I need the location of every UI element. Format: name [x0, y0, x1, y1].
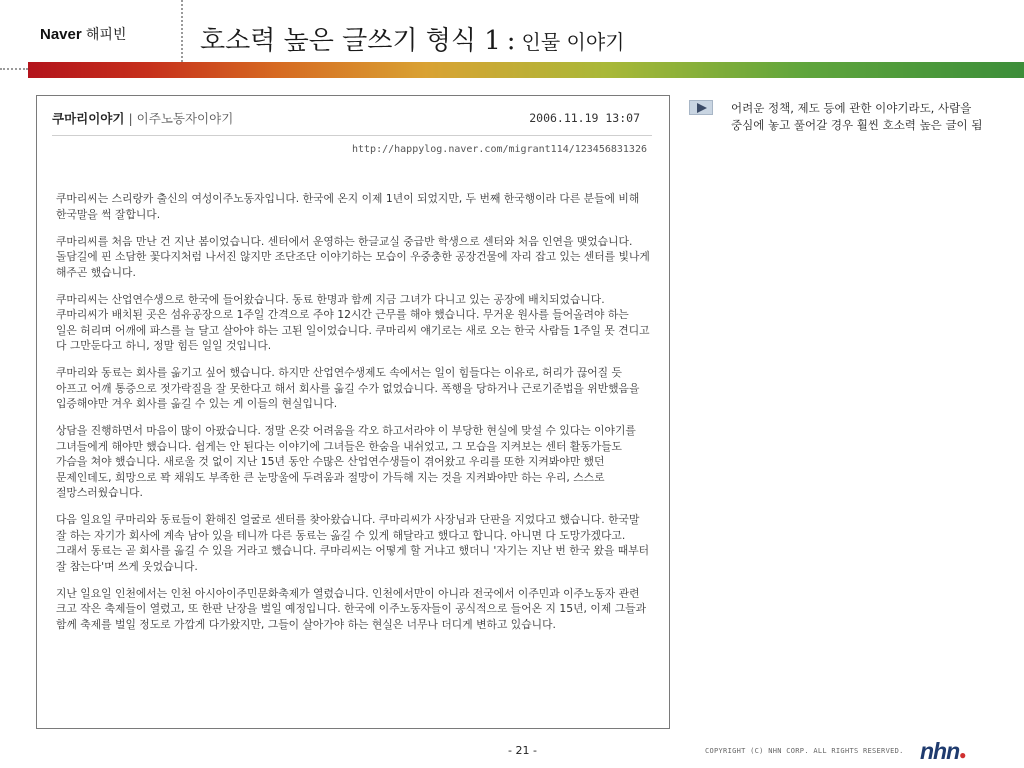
logo-dot-icon: ●: [959, 748, 966, 762]
horizontal-dotted-divider: [0, 68, 28, 70]
side-note: 어려운 정책, 제도 등에 관한 이야기라도, 사람을 중심에 놓고 풀어갈 경우 훨씬 호소력 높은 글이 됨: [731, 101, 983, 132]
brand-sub: 해피빈: [85, 27, 127, 43]
nhn-logo: [920, 738, 965, 765]
blog-post-panel: [36, 95, 670, 729]
post-paragraph: 지난 일요일 인천에서는 인천 아시아이주민문화축제가 열렸습니다. 인천에서만이 아니라 전국에서 이주민과 이주노동자 관련 크고 작은 축제들이 열렸고, 또 한판 난장을 벌일 예정입니다. 한국에 이주노동자들이 공식적으로 들어온 지 15년, 이제 그들과 함께 축제를 벌일 정도로 가깝게 다가왔지만, 그들이 살아가야 하는 현실은 너무나 더디게 변하고 있습니다.: [56, 586, 647, 631]
brand-name: Naver: [40, 26, 82, 43]
post-paragraph: 쿠마리씨는 스리랑카 출신의 여성이주노동자입니다. 한국에 온지 이제 1년이 되었지만, 두 번째 한국행이라 다른 분들에 비해 한국말을 썩 잘합니다.: [56, 192, 640, 221]
post-category: 이주노동자이야기: [136, 111, 234, 126]
vertical-dotted-divider: [181, 0, 183, 62]
play-arrow-icon: [689, 100, 713, 115]
header-separator: |: [128, 111, 133, 126]
copyright-text: COPYRIGHT (C) NHN CORP. ALL RIGHTS RESERVED.: [705, 747, 904, 755]
slide-title-separator: :: [506, 26, 516, 56]
slide-title-main: 호소력 높은 글쓰기 형식 1: [200, 26, 501, 56]
post-header: [52, 109, 652, 136]
post-paragraph: 쿠마리씨는 산업연수생으로 한국에 들어왔습니다. 동료 한명과 함께 지금 그녀가 다니고 있는 공장에 배치되었습니다. 쿠마리씨가 배치된 곳은 섬유공장으로 1주일 간격으로 주야 12시간 근무를 해야 했습니다. 무거운 원사를 들어올려야 하는 일은 허리며 어깨에 파스를 늘 달고 살아야 하는 고된 일이었습니다. 쿠마리씨 얘기로는 새로 오는 한국 사람들 1주일 못 견디고 다 그만둔다고 하니, 정말 힘든 일일 것입니다.: [56, 292, 650, 352]
logo-text: nhn: [920, 738, 960, 764]
post-paragraph: 쿠마리씨를 처음 만난 건 지난 봄이었습니다. 센터에서 운영하는 한글교실 중급반 학생으로 센터와 처음 인연을 맺었습니다. 돌담길에 핀 소담한 꽃다지처럼 나서진 않지만 조단조단 이야기하는 모습이 우중충한 공장건물에 자리 잡고 있는 센터를 빛나게 해주곤 했습니다.: [56, 234, 650, 279]
post-date: 2006.11.19 13:07: [529, 111, 640, 125]
slide-title-sub: 인물 이야기: [521, 30, 625, 54]
slide-title: [200, 20, 625, 57]
post-body: [56, 191, 650, 644]
post-paragraph: 다음 일요일 쿠마리와 동료들이 환해진 얼굴로 센터를 찾아왔습니다. 쿠마리씨가 사장님과 단판을 지었다고 했습니다. 한국말 잘 하는 자기가 회사에 계속 남아 있을 테니까 다른 동료는 옮길 수 있게 해달라고 했다고 합니다. 아니면 다 도망가겠다고. 그래서 동료는 곧 회사를 옮길 수 있을 거라고 했습니다. 쿠마리씨는 어떻게 할 거냐고 했더니 '자기는 지난 번 한국 왔을 때부터 잘 참는다'며 쓰게 웃었습니다.: [56, 513, 650, 573]
page-number: - 21 -: [508, 744, 537, 757]
brand-label: [40, 24, 126, 44]
post-paragraph: 상담을 진행하면서 마음이 많이 아팠습니다. 정말 온갖 어려움을 각오 하고서라야 이 부당한 현실에 맞설 수 있다는 이야기를 그녀들에게 해야만 했습니다. 쉽게는 안 된다는 이야기에 그녀들은 한숨을 내쉬었고, 그 모습을 지켜보는 센터 활동가들도 가슴을 쳐야 했습니다. 새로울 것 없이 지난 15년 동안 수많은 산업연수생들이 겪어왔고 우리를 또한 지켜봐야만 했던 문제인데도, 희망으로 꽉 채워도 부족한 큰 눈망울에 두려움과 절망이 가득해 지는 것을 지켜봐야만 하는 우리, 스스로 절망스러웠습니다.: [56, 424, 636, 499]
gradient-header-bar: [28, 62, 1024, 78]
blog-name: 쿠마리이야기: [52, 111, 125, 126]
post-url: http://happylog.naver.com/migrant114/123456831326: [351, 144, 647, 155]
post-paragraph: 쿠마리와 동료는 회사를 옮기고 싶어 했습니다. 하지만 산업연수생제도 속에서는 일이 힘들다는 이유로, 허리가 끊어질 듯 아프고 어깨 통증으로 젓가락질을 잘 못한다고 해서 회사를 옮길 수가 없었습니다. 폭행을 당하거나 근로기준법을 위반했음을 입증해야만 겨우 회사를 옮길 수 있는 게 이들의 현실입니다.: [56, 366, 640, 410]
